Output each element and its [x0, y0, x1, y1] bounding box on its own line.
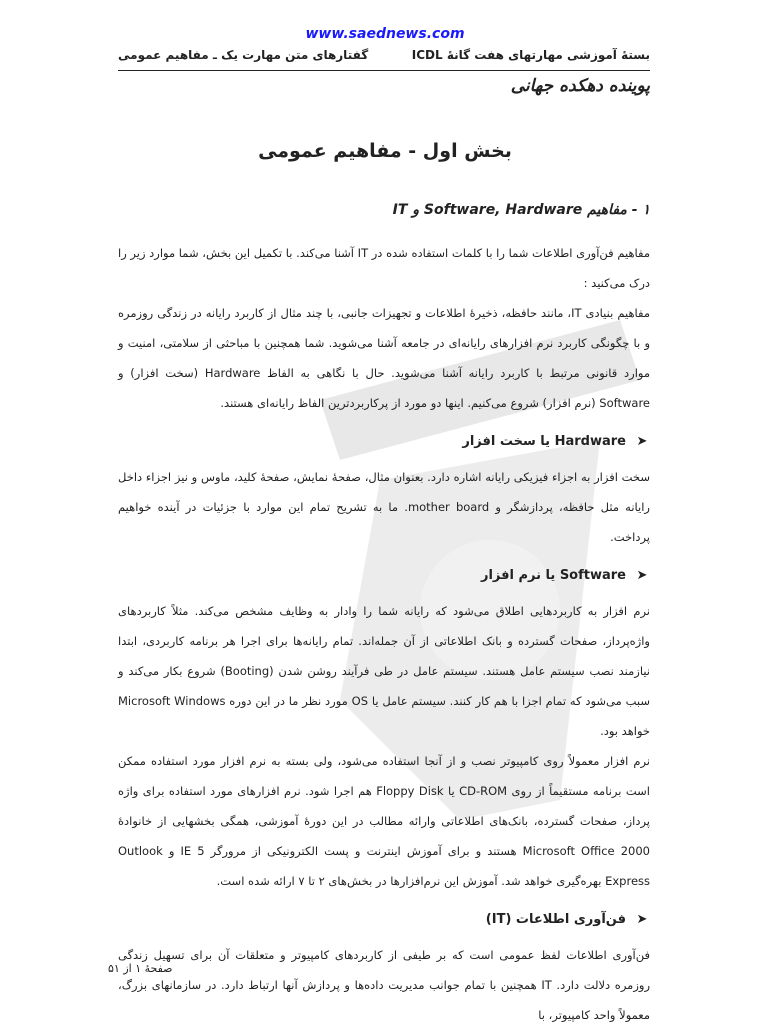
arrowhead-left-icon: ➤	[636, 568, 648, 583]
page-number: صفحهٔ ۱ از ۵۱	[108, 962, 173, 975]
paragraph: فن‌آوری اطلاعات لفظ عمومی است که بر طیفی از کاربردهای کامپیوتر و متعلقات آن برای تسهیل زندگی روزمره دلالت دارد. IT همچنین با تمام جوانب مدیریت داده‌ها و پردازش آنها ارتباط دارد. در سازمانهای بزرگ، معمولاً واحد کامپیوتر، با	[118, 948, 650, 1022]
it-heading	[118, 910, 650, 930]
paragraph: نرم افزار به کاربردهایی اطلاق می‌شود که رایانه شما را وادار به وظایف مشخص می‌کند. مثلاً کاربردهای واژه‌پرداز، صفحات گسترده و بانک اطلاعاتی از آن جمله‌اند. تمام رایانه‌ها برای اجرا هر برنامه کاربردی، ابتدا نیازمند نصب سیستم عامل هستند. سیستم عامل در طی فرآیند روشن شدن (Booting) شروع بکار می‌کند و سبب می‌شود که تمام اجزا با هم کار کنند. سیستم عامل یا OS مورد نظر ما در این دوره Microsoft Windows خواهد بود.	[118, 604, 651, 738]
header-course-title: بستهٔ آموزشی مهارتهای هفت گانهٔ ICDL	[411, 48, 650, 62]
part-title: بخش اول - مفاهیم عمومی	[258, 140, 512, 162]
software-heading-label: Software یا نرم افزار	[480, 568, 626, 583]
hardware-heading	[118, 432, 650, 452]
paragraph: مفاهیم فن‌آوری اطلاعات شما را با کلمات استفاده شده در IT آشنا می‌کند. با تکمیل این بخش، شما موارد زیر را درک می‌کنید :	[118, 246, 650, 290]
arrowhead-left-icon: ➤	[636, 434, 648, 449]
paragraph: نرم افزار معمولاً روی کامپیوتر نصب و از آنجا استفاده می‌شود، ولی بسته به نرم افزار مورد استفاده ممکن است برنامه مستقیماً از روی CD-ROM یا Floppy Disk هم اجرا شود. نرم افزارهای مورد استفاده برای واژه پرداز، صفحات گسترده، بانک‌های اطلاعاتی وارائه مطالب در این دورهٔ آموزشی، همگی بخشهایی از خانوادهٔ Microsoft Office 2000 هستند و برای آموزش اینترنت و پست الکترونیکی از مرورگر IE 5 و Outlook Express بهره‌گیری خواهد شد. آموزش این نرم‌افزارها در بخش‌های ۲ تا ۷ ارائه شده است.	[118, 754, 650, 888]
header-chapter-title: گفتارهای متن مهارت یک ـ مفاهیم عمومی	[118, 48, 369, 62]
arrowhead-left-icon: ➤	[636, 912, 648, 927]
software-heading	[118, 566, 650, 586]
author-name: پوینده دهکده جهانی	[510, 76, 650, 96]
main-content	[118, 200, 650, 1030]
site-url[interactable]: www.saednews.com	[305, 26, 465, 42]
paragraph: سخت افزار به اجزاء فیزیکی رایانه اشاره دارد. بعنوان مثال، صفحهٔ نمایش، صفحهٔ کلید، ماوس و نیز اجزاء داخل رایانه مثل حافظه، پردازشگر و mother board. ما به تشریح تمام این موارد با جزئیات در آینده خواهیم پرداخت.	[118, 470, 650, 544]
hardware-heading-label: Hardware یا سخت افزار	[462, 434, 626, 449]
it-heading-label: فن‌آوری اطلاعات (IT)	[485, 912, 626, 927]
section-title: ۱ - مفاهیم Software, Hardware و IT	[392, 202, 650, 218]
running-header	[118, 48, 650, 68]
paragraph: مفاهیم بنیادی IT، مانند حافظه، ذخیرهٔ اطلاعات و تجهیزات جانبی، با چند مثال از کاربرد رایانه در زندگی روزمره و با چگونگی کاربرد نرم افزارهای رایانه‌ای در جامعه آشنا می‌شوید. شما همچنین با مباحثی از سلامتی، امنیت و موارد قانونی مرتبط با کاربرد رایانه آشنا می‌شوید. حال با نگاهی به الفاظ Hardware (سخت افزار) و Software (نرم افزار) شروع می‌کنیم. اینها دو مورد از پرکاربردترین الفاظ رایانه‌ای هستند.	[118, 306, 650, 410]
header-divider	[118, 70, 650, 71]
